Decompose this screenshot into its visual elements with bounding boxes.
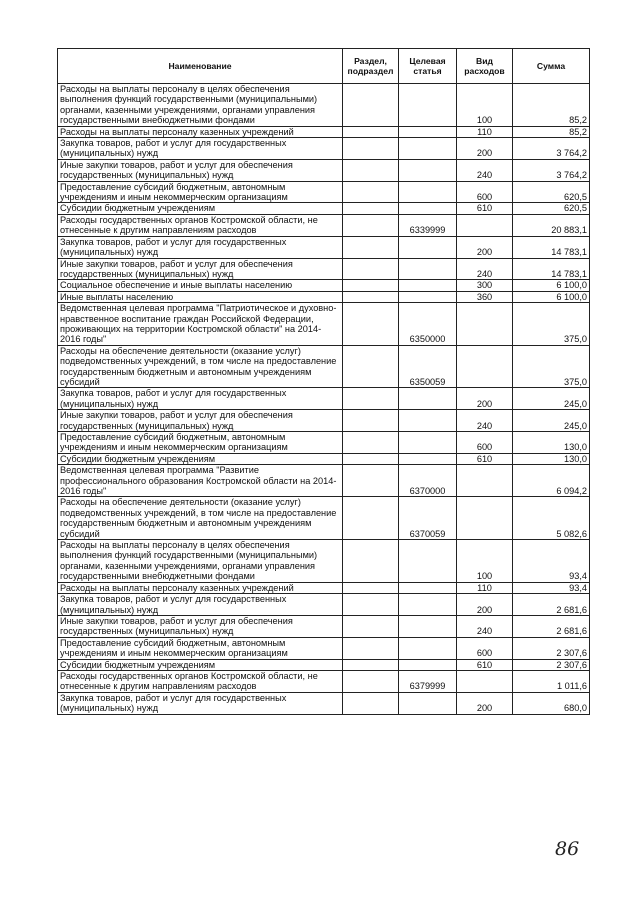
cell-type (457, 670, 513, 692)
cell-target (399, 453, 457, 464)
cell-sum: 6 100,0 (513, 291, 590, 302)
cell-section (343, 159, 399, 181)
cell-name: Иные выплаты населению (58, 291, 343, 302)
cell-target (399, 637, 457, 659)
cell-type: 200 (457, 692, 513, 714)
cell-name: Расходы на выплаты персоналу казенных учреждений (58, 582, 343, 593)
cell-section (343, 203, 399, 214)
cell-section (343, 84, 399, 127)
cell-section (343, 594, 399, 616)
table-row (58, 84, 590, 127)
cell-section (343, 453, 399, 464)
budget-table (57, 48, 590, 715)
table-row (58, 159, 590, 181)
cell-sum: 14 783,1 (513, 258, 590, 280)
cell-type (457, 465, 513, 497)
cell-target (399, 582, 457, 593)
cell-name: Предоставление субсидий бюджетным, автономным учреждениям и иным некоммерческим организациям (58, 637, 343, 659)
header-sum: Сумма (513, 49, 590, 84)
cell-target (399, 236, 457, 258)
cell-type: 600 (457, 432, 513, 454)
cell-section (343, 126, 399, 137)
cell-name: Расходы на выплаты персоналу в целях обеспечения выполнения функций государственными (муниципальными) органами, казенными учреждениями, органами управления государственными внебюджетными фондами (58, 540, 343, 583)
cell-sum: 2 681,6 (513, 615, 590, 637)
table-row (58, 465, 590, 497)
cell-target (399, 692, 457, 714)
table-row (58, 126, 590, 137)
cell-name: Закупка товаров, работ и услуг для государственных (муниципальных) нужд (58, 692, 343, 714)
cell-section (343, 236, 399, 258)
cell-sum: 375,0 (513, 303, 590, 346)
cell-type: 240 (457, 615, 513, 637)
cell-target (399, 410, 457, 432)
table-row (58, 181, 590, 203)
cell-name: Ведомственная целевая программа "Патриотическое и духовно-нравственное воспитание граждан Российской Федерации, проживающих на территории Костромской области" на 2014-2016 годы" (58, 303, 343, 346)
cell-type: 360 (457, 291, 513, 302)
cell-sum: 5 082,6 (513, 497, 590, 540)
cell-name: Закупка товаров, работ и услуг для государственных (муниципальных) нужд (58, 236, 343, 258)
cell-sum: 620,5 (513, 203, 590, 214)
cell-section (343, 540, 399, 583)
cell-section (343, 291, 399, 302)
cell-type: 600 (457, 637, 513, 659)
cell-target (399, 280, 457, 291)
cell-name: Иные закупки товаров, работ и услуг для обеспечения государственных (муниципальных) нужд (58, 258, 343, 280)
cell-name: Закупка товаров, работ и услуг для государственных (муниципальных) нужд (58, 138, 343, 160)
cell-sum: 3 764,2 (513, 159, 590, 181)
cell-name: Субсидии бюджетным учреждениям (58, 659, 343, 670)
cell-sum: 1 011,6 (513, 670, 590, 692)
cell-name: Расходы на выплаты персоналу в целях обеспечения выполнения функций государственными (муниципальными) органами, казенными учреждениями, органами управления государственными внебюджетными фондами (58, 84, 343, 127)
cell-type: 610 (457, 659, 513, 670)
cell-target (399, 181, 457, 203)
cell-type: 240 (457, 159, 513, 181)
header-section: Раздел, подраздел (343, 49, 399, 84)
cell-name: Иные закупки товаров, работ и услуг для обеспечения государственных (муниципальных) нужд (58, 159, 343, 181)
cell-section (343, 181, 399, 203)
cell-type (457, 345, 513, 388)
cell-section (343, 138, 399, 160)
cell-type: 110 (457, 126, 513, 137)
cell-name: Расходы на обеспечение деятельности (оказание услуг) подведомственных учреждений, в том числе на предоставление государственным бюджетным и автономным учреждениям субсидий (58, 497, 343, 540)
table-header-row (58, 49, 590, 84)
cell-type: 100 (457, 540, 513, 583)
cell-name: Предоставление субсидий бюджетным, автономным учреждениям и иным некоммерческим организациям (58, 432, 343, 454)
cell-type: 610 (457, 453, 513, 464)
cell-name: Закупка товаров, работ и услуг для государственных (муниципальных) нужд (58, 388, 343, 410)
cell-name: Расходы государственных органов Костромской области, не отнесенные к другим направлениям расходов (58, 214, 343, 236)
table-row (58, 258, 590, 280)
cell-section (343, 615, 399, 637)
cell-target (399, 203, 457, 214)
table-row (58, 291, 590, 302)
table-row (58, 637, 590, 659)
cell-type: 110 (457, 582, 513, 593)
table-row (58, 692, 590, 714)
cell-type: 240 (457, 410, 513, 432)
table-row (58, 615, 590, 637)
cell-target (399, 594, 457, 616)
cell-sum: 245,0 (513, 388, 590, 410)
cell-sum: 245,0 (513, 410, 590, 432)
cell-sum: 6 100,0 (513, 280, 590, 291)
cell-target (399, 388, 457, 410)
table-row (58, 280, 590, 291)
cell-sum: 2 307,6 (513, 659, 590, 670)
cell-target (399, 126, 457, 137)
cell-type: 610 (457, 203, 513, 214)
cell-name: Социальное обеспечение и иные выплаты населению (58, 280, 343, 291)
cell-type (457, 303, 513, 346)
table-row (58, 236, 590, 258)
table-row (58, 138, 590, 160)
cell-name: Иные закупки товаров, работ и услуг для обеспечения государственных (муниципальных) нужд (58, 410, 343, 432)
cell-type: 200 (457, 236, 513, 258)
cell-sum: 85,2 (513, 126, 590, 137)
cell-type: 200 (457, 388, 513, 410)
cell-sum: 93,4 (513, 540, 590, 583)
cell-sum: 680,0 (513, 692, 590, 714)
cell-sum: 130,0 (513, 432, 590, 454)
cell-sum: 2 307,6 (513, 637, 590, 659)
cell-name: Расходы на обеспечение деятельности (оказание услуг) подведомственных учреждений, в том числе на предоставление государственным бюджетным и автономным учреждениям субсидий (58, 345, 343, 388)
table-row (58, 214, 590, 236)
cell-target: 6339999 (399, 214, 457, 236)
cell-type: 200 (457, 594, 513, 616)
table-row (58, 203, 590, 214)
cell-target (399, 258, 457, 280)
page-number: 86 (555, 838, 580, 860)
cell-section (343, 214, 399, 236)
cell-sum: 2 681,6 (513, 594, 590, 616)
cell-name: Расходы на выплаты персоналу казенных учреждений (58, 126, 343, 137)
cell-sum: 93,4 (513, 582, 590, 593)
cell-sum: 375,0 (513, 345, 590, 388)
cell-section (343, 659, 399, 670)
cell-target: 6379999 (399, 670, 457, 692)
cell-section (343, 670, 399, 692)
cell-section (343, 410, 399, 432)
table-row (58, 303, 590, 346)
cell-target (399, 138, 457, 160)
cell-type: 240 (457, 258, 513, 280)
cell-section (343, 432, 399, 454)
header-target: Целевая статья (399, 49, 457, 84)
cell-target: 6350000 (399, 303, 457, 346)
cell-sum: 3 764,2 (513, 138, 590, 160)
table-row (58, 670, 590, 692)
table-row (58, 345, 590, 388)
table-row (58, 388, 590, 410)
cell-type: 600 (457, 181, 513, 203)
cell-name: Предоставление субсидий бюджетным, автономным учреждениям и иным некоммерческим организациям (58, 181, 343, 203)
cell-sum: 620,5 (513, 181, 590, 203)
cell-type (457, 497, 513, 540)
cell-target (399, 84, 457, 127)
cell-sum: 85,2 (513, 84, 590, 127)
cell-sum: 14 783,1 (513, 236, 590, 258)
cell-sum: 6 094,2 (513, 465, 590, 497)
cell-name: Иные закупки товаров, работ и услуг для обеспечения государственных (муниципальных) нужд (58, 615, 343, 637)
header-name: Наименование (58, 49, 343, 84)
cell-type (457, 214, 513, 236)
cell-section (343, 497, 399, 540)
table-row (58, 540, 590, 583)
cell-target: 6370000 (399, 465, 457, 497)
cell-name: Расходы государственных органов Костромской области, не отнесенные к другим направлениям расходов (58, 670, 343, 692)
cell-target (399, 159, 457, 181)
cell-section (343, 388, 399, 410)
table-row (58, 453, 590, 464)
table-body (58, 84, 590, 715)
cell-section (343, 582, 399, 593)
cell-section (343, 280, 399, 291)
cell-target: 6370059 (399, 497, 457, 540)
cell-target (399, 432, 457, 454)
cell-section (343, 303, 399, 346)
cell-name: Субсидии бюджетным учреждениям (58, 203, 343, 214)
cell-target (399, 291, 457, 302)
cell-type: 200 (457, 138, 513, 160)
cell-sum: 20 883,1 (513, 214, 590, 236)
cell-target (399, 659, 457, 670)
cell-name: Закупка товаров, работ и услуг для государственных (муниципальных) нужд (58, 594, 343, 616)
header-type: Вид расходов (457, 49, 513, 84)
cell-section (343, 258, 399, 280)
table-row (58, 582, 590, 593)
table-row (58, 594, 590, 616)
cell-type: 100 (457, 84, 513, 127)
cell-section (343, 465, 399, 497)
cell-name: Ведомственная целевая программа "Развитие профессионального образования Костромской области на 2014-2016 годы" (58, 465, 343, 497)
cell-section (343, 637, 399, 659)
table-row (58, 497, 590, 540)
cell-sum: 130,0 (513, 453, 590, 464)
cell-type: 300 (457, 280, 513, 291)
table-row (58, 659, 590, 670)
cell-name: Субсидии бюджетным учреждениям (58, 453, 343, 464)
cell-target (399, 615, 457, 637)
cell-section (343, 345, 399, 388)
cell-target: 6350059 (399, 345, 457, 388)
table-row (58, 410, 590, 432)
cell-target (399, 540, 457, 583)
table-row (58, 432, 590, 454)
cell-section (343, 692, 399, 714)
